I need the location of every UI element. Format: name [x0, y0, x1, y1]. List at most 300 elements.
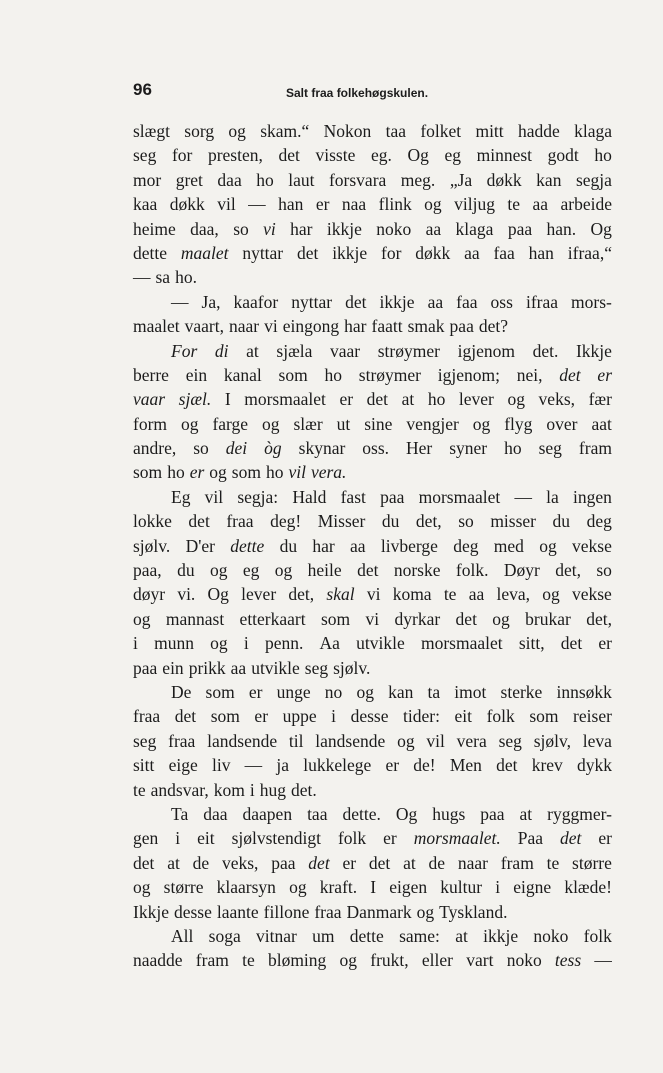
word: det — [496, 755, 518, 776]
word: ryggmer- — [547, 803, 612, 824]
text-line — [133, 753, 612, 777]
word: landsende — [315, 730, 386, 751]
word: det — [455, 608, 477, 629]
word: daapen — [242, 803, 293, 824]
word: liv — [211, 755, 231, 776]
word: All — [171, 925, 194, 946]
word: vaart, — [184, 316, 224, 337]
word: unge — [276, 681, 311, 702]
word: og — [228, 121, 246, 141]
word: og — [416, 901, 435, 922]
word: so — [193, 438, 209, 459]
word: og — [274, 560, 293, 581]
word: vera. — [310, 462, 347, 483]
word: naar — [229, 316, 260, 337]
word: er — [598, 633, 612, 654]
word: daa, — [190, 218, 219, 239]
word: det — [133, 852, 155, 873]
word: det, — [555, 560, 581, 581]
word: skynar — [298, 438, 346, 459]
word: fraa — [226, 511, 254, 532]
text-line — [133, 948, 612, 972]
word: ut — [336, 413, 351, 434]
word: seg — [133, 730, 157, 751]
text-line — [133, 826, 612, 850]
word: maalet — [180, 242, 229, 263]
word: kraft. — [319, 877, 358, 898]
word: er — [383, 828, 397, 849]
word: De — [171, 681, 192, 702]
text-line — [133, 314, 612, 338]
text-line — [133, 680, 612, 704]
word: Danmark — [346, 901, 412, 922]
word: det — [368, 852, 391, 873]
word: I — [370, 877, 377, 898]
word: vil — [204, 486, 224, 507]
text-line — [133, 485, 612, 509]
word: Ja, — [201, 291, 221, 312]
text-line — [133, 143, 612, 167]
word: kan — [536, 169, 562, 190]
word: Ikkje — [133, 901, 169, 922]
word: ifraa,“ — [567, 242, 612, 263]
word: at — [455, 925, 468, 946]
word: deg — [453, 535, 479, 556]
word: lukkelege — [303, 755, 372, 776]
word: eigen — [389, 877, 428, 898]
text-line — [133, 534, 612, 558]
word: — — [514, 486, 532, 507]
word: vaar — [133, 389, 166, 410]
word: no — [324, 681, 343, 702]
word: mors- — [571, 291, 612, 312]
word: ho — [594, 145, 612, 166]
word: morsmaalet — [418, 486, 501, 507]
word: ho — [504, 438, 522, 459]
word: aa — [532, 194, 549, 215]
word: ikkje — [326, 218, 362, 239]
word: leva, — [496, 584, 530, 605]
word: gret — [175, 169, 203, 190]
word: aa — [468, 584, 485, 605]
word: det — [559, 364, 581, 385]
word: misser — [490, 511, 537, 532]
word: paa — [507, 218, 533, 239]
word: — — [244, 755, 263, 776]
word: dei — [225, 438, 248, 459]
word: Og — [590, 218, 612, 239]
word: godt — [547, 145, 579, 166]
word: maalet — [133, 316, 180, 337]
word: vil — [217, 194, 236, 215]
word: etterkaart — [239, 608, 306, 629]
word: folk — [486, 706, 515, 727]
word: de — [428, 852, 446, 873]
text-line — [133, 460, 612, 484]
word: andre, — [133, 438, 177, 459]
word: Og — [207, 584, 229, 605]
word: fast — [340, 486, 366, 507]
word: vi — [365, 608, 380, 629]
word: innsøkk — [556, 681, 612, 702]
word: og — [539, 535, 557, 556]
word: seg — [304, 657, 329, 678]
word: krev — [531, 755, 563, 776]
word: vekse — [571, 584, 612, 605]
word: det, — [586, 608, 612, 629]
word: eg — [242, 560, 260, 581]
word: lokke — [133, 511, 172, 532]
word: folk — [337, 828, 367, 849]
text-line — [133, 119, 612, 143]
word: koma — [392, 584, 432, 605]
word: „Ja — [449, 169, 473, 190]
word: kan — [388, 681, 414, 702]
word: aa — [464, 242, 480, 263]
word: sjæl. — [178, 389, 212, 410]
word: det — [174, 706, 197, 727]
word: morsmaalet. — [413, 828, 501, 849]
word: daa — [217, 169, 242, 190]
word: og — [507, 389, 525, 410]
word: òg — [264, 438, 282, 459]
word: kaa — [133, 194, 158, 215]
word: er — [597, 364, 612, 385]
text-line — [133, 241, 612, 265]
text-line — [133, 509, 612, 533]
word: landsende — [207, 730, 278, 751]
word: soga — [208, 925, 241, 946]
word: eller — [421, 950, 453, 971]
word: i — [243, 633, 249, 654]
word: dette — [133, 242, 168, 263]
word: har — [290, 218, 313, 239]
text-line — [133, 851, 612, 875]
text-line — [133, 607, 612, 631]
text-line — [133, 436, 612, 460]
text-line — [133, 924, 612, 948]
word: sjølv. — [333, 657, 371, 678]
word: i — [133, 633, 138, 654]
word: som — [529, 706, 559, 727]
word: lever — [241, 584, 277, 605]
text-line — [133, 729, 612, 753]
text-line — [133, 875, 612, 899]
word: presten, — [207, 145, 263, 166]
text-line — [133, 387, 612, 411]
word: du — [177, 560, 195, 581]
text-line — [133, 168, 612, 192]
word: andsvar, — [150, 779, 209, 800]
word: nei, — [516, 364, 543, 385]
word: lever — [458, 389, 494, 410]
word: eit — [454, 706, 473, 727]
text-line — [133, 412, 612, 436]
word: at — [167, 852, 180, 873]
word: sterke — [500, 681, 543, 702]
word: noko — [376, 218, 412, 239]
word: mannast — [165, 608, 225, 629]
word: form — [133, 413, 168, 434]
word: fær — [588, 389, 612, 410]
word: som — [278, 364, 308, 385]
word: desse — [173, 901, 212, 922]
word: utvikle — [251, 657, 300, 678]
word: heile — [307, 560, 342, 581]
word: naar — [457, 852, 488, 873]
text-line — [133, 558, 612, 582]
word: vil — [288, 462, 306, 483]
word: kanal — [223, 364, 262, 385]
word: paa — [271, 852, 296, 873]
word: det — [296, 242, 319, 263]
word: over — [546, 413, 578, 434]
word: det — [345, 291, 367, 312]
word: munn — [154, 633, 194, 654]
word: døkk — [415, 242, 451, 263]
word: strøymer — [358, 364, 421, 385]
word: utvikle — [356, 633, 405, 654]
word: og — [209, 560, 228, 581]
word: te — [443, 584, 457, 605]
word: D'er — [185, 535, 215, 556]
word: te — [507, 194, 521, 215]
word: veks, — [538, 389, 575, 410]
text-line — [133, 582, 612, 606]
word: eige — [168, 755, 198, 776]
word: folk — [583, 925, 612, 946]
word: du — [381, 511, 400, 532]
word: farge — [212, 413, 249, 434]
word: han — [278, 194, 304, 215]
word: vi — [263, 218, 276, 239]
word: flyg — [504, 413, 533, 434]
word: skal — [326, 584, 355, 605]
word: døyr — [133, 584, 166, 605]
word: segja — [575, 169, 612, 190]
word: som — [205, 681, 235, 702]
word: vi — [366, 584, 381, 605]
text-line — [133, 265, 612, 289]
word: dette — [349, 925, 384, 946]
word: Ikkje — [575, 340, 612, 361]
word: sa — [155, 267, 171, 288]
text-line — [133, 339, 612, 363]
word: det — [188, 511, 210, 532]
word: ho — [167, 462, 185, 483]
text-line — [133, 778, 612, 802]
word: viljug — [454, 194, 495, 215]
word: nyttar — [242, 242, 284, 263]
word: segja: — [237, 486, 279, 507]
word: morsmaalet — [244, 389, 326, 410]
word: og — [424, 194, 442, 215]
word: smak — [407, 316, 445, 337]
word: hugs — [432, 803, 466, 824]
word: forsvara — [328, 169, 387, 190]
word: kaafor — [233, 291, 279, 312]
word: norske — [393, 560, 441, 581]
word: er — [385, 755, 400, 776]
word: imot — [454, 681, 487, 702]
word: i — [175, 828, 181, 849]
word: som — [231, 462, 261, 483]
word: hadde — [517, 121, 560, 141]
word: at — [246, 340, 259, 361]
word: gen — [133, 828, 159, 849]
word: har — [312, 535, 335, 556]
word: sitt — [133, 755, 155, 776]
text-line — [133, 192, 612, 216]
word: same: — [399, 925, 440, 946]
word: bløming — [267, 950, 327, 971]
word: det? — [478, 316, 508, 337]
word: — — [248, 194, 266, 215]
word: mitt — [475, 121, 504, 141]
word: det, — [415, 511, 442, 532]
word: paa — [133, 657, 158, 678]
word: ho. — [175, 267, 197, 288]
word: — — [171, 291, 189, 312]
word: dette. — [342, 803, 381, 824]
word: Men — [449, 755, 482, 776]
word: vekse — [572, 535, 612, 556]
word: reiser — [573, 706, 612, 727]
word: ho — [427, 389, 446, 410]
word: arbeide — [560, 194, 612, 215]
word: det — [308, 852, 330, 873]
word: so — [233, 218, 249, 239]
word: det, — [288, 584, 315, 605]
word: naadde — [133, 950, 183, 971]
word: og — [133, 608, 151, 629]
word: Misser — [317, 511, 366, 532]
word: folket — [420, 121, 462, 141]
word: og — [397, 730, 415, 751]
word: livberge — [380, 535, 438, 556]
word: fraa — [314, 901, 342, 922]
word: og — [289, 877, 307, 898]
text-line — [133, 631, 612, 655]
word: aa — [425, 218, 442, 239]
word: igjenom; — [437, 364, 500, 385]
word: som — [210, 706, 240, 727]
word: um — [312, 925, 335, 946]
word: mor — [133, 169, 162, 190]
word: brukar — [525, 608, 571, 629]
word: klaga — [455, 218, 494, 239]
word: vengjer — [406, 413, 459, 434]
word: ho — [256, 169, 274, 190]
word: eingong — [282, 316, 340, 337]
word: faatt — [371, 316, 403, 337]
word: so — [458, 511, 474, 532]
word: seg — [133, 145, 157, 166]
word: vera — [456, 730, 487, 751]
word: eit — [197, 828, 215, 849]
word: fram — [195, 950, 229, 971]
word: seg — [498, 730, 522, 751]
word: deg — [586, 511, 612, 532]
word: kultur — [440, 877, 483, 898]
word: la — [546, 486, 559, 507]
word: er — [315, 194, 330, 215]
word: oss. — [362, 438, 390, 459]
word: de! — [413, 755, 436, 776]
word: ein — [185, 364, 208, 385]
word: ingen — [572, 486, 612, 507]
word: Ta — [171, 803, 189, 824]
word: det — [559, 828, 582, 849]
word: paa — [480, 803, 505, 824]
word: leva — [582, 730, 612, 751]
word: større — [163, 877, 204, 898]
word: oss — [490, 291, 513, 312]
word: og — [133, 877, 151, 898]
word: flink — [378, 194, 412, 215]
word: sjølvstendigt — [231, 828, 322, 849]
word: — — [594, 950, 612, 971]
word: er — [339, 389, 354, 410]
word: Tyskland. — [439, 901, 508, 922]
word: noko — [533, 925, 569, 946]
word: visste — [315, 145, 356, 166]
word: at — [401, 389, 415, 410]
word: — — [133, 267, 151, 288]
word: større — [572, 852, 612, 873]
word: desse — [350, 706, 389, 727]
word: til — [288, 730, 304, 751]
word: vaar — [330, 340, 361, 361]
word: te — [133, 779, 146, 800]
text-line — [133, 656, 612, 680]
word: er — [248, 681, 263, 702]
word: te — [242, 950, 255, 971]
word: at — [403, 852, 416, 873]
text-line — [133, 217, 612, 241]
word: igjenom — [457, 340, 515, 361]
word: som — [133, 462, 163, 483]
word: og — [472, 413, 491, 434]
word: paa — [449, 316, 474, 337]
word: paa, — [133, 560, 162, 581]
word: har — [344, 316, 367, 337]
word: ja — [276, 755, 289, 776]
word: ta — [427, 681, 441, 702]
word: taa — [307, 803, 328, 824]
word: i — [249, 779, 255, 800]
word: tider: — [403, 706, 440, 727]
word: slær — [293, 413, 323, 434]
word: veks, — [221, 852, 259, 873]
word: ikkje — [332, 242, 368, 263]
word: ein — [162, 657, 184, 678]
word: eigne — [513, 877, 552, 898]
word: Nokon — [323, 121, 372, 141]
word: berre — [133, 364, 169, 385]
word: minnest — [476, 145, 533, 166]
word: er — [598, 828, 612, 849]
word: vi — [264, 316, 278, 337]
word: klaarsyn — [216, 877, 276, 898]
word: skam.“ — [260, 121, 310, 141]
word: for — [381, 242, 402, 263]
word: frukt, — [370, 950, 409, 971]
word: og — [492, 608, 510, 629]
word: og — [209, 462, 227, 483]
word: eg — [444, 145, 462, 166]
word: strøymer — [377, 340, 440, 361]
